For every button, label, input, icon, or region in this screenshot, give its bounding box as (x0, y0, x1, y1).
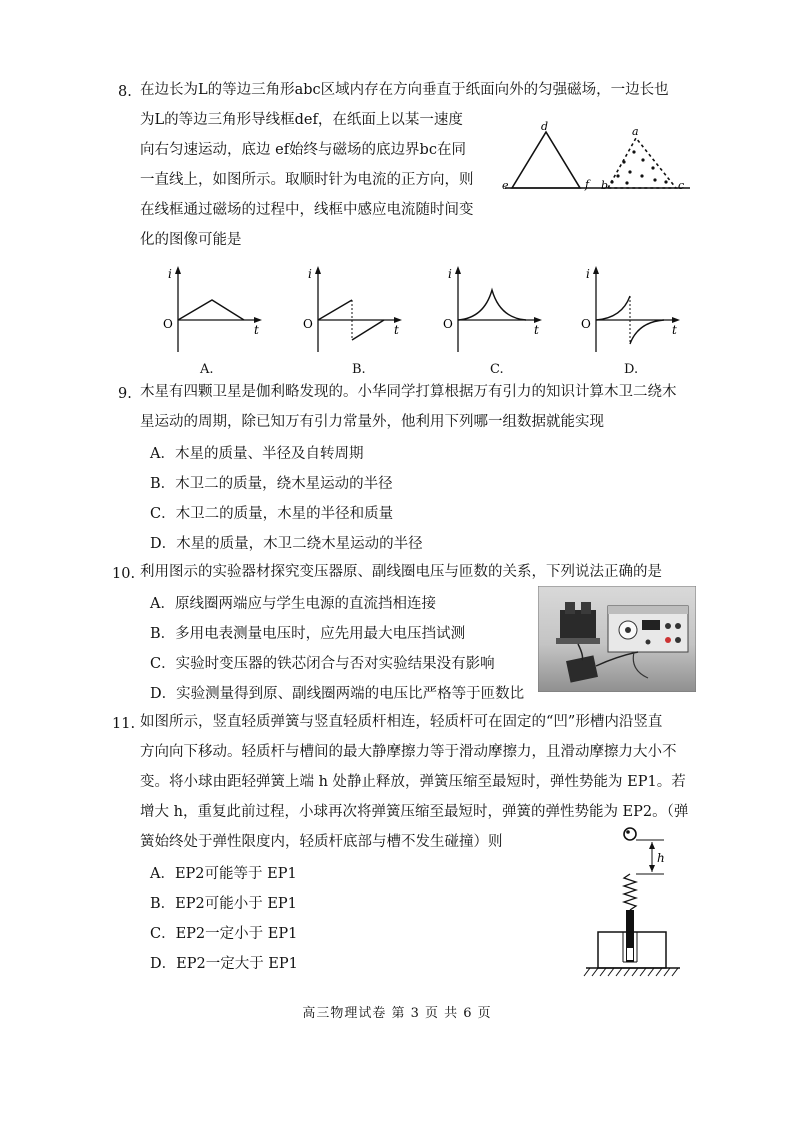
q10-option-a: A．原线圈两端应与学生电源的直流挡相连接 (150, 596, 436, 612)
q10-option-c: C．实验时变压器的铁芯闭合与否对实验结果没有影响 (150, 656, 495, 672)
q8-line-4: 一直线上，如图所示。取顺时针为电流的正方向，则 (140, 172, 474, 188)
q9-option-d: D．木星的质量，木卫二绕木星运动的半径 (150, 536, 423, 552)
q9-option-a: A．木星的质量、半径及自转周期 (150, 446, 364, 462)
q8-line-5: 在线框通过磁场的过程中，线框中感应电流随时间变 (140, 202, 474, 218)
svg-text:t: t (254, 323, 259, 337)
svg-text:t: t (394, 323, 399, 337)
svg-text:O: O (303, 317, 313, 331)
q11-line-4: 增大 h，重复此前过程，小球再次将弹簧压缩至最短时，弹簧的弹性势能为 EP2。（弹 (140, 804, 689, 820)
svg-text:t: t (672, 323, 677, 337)
q10-number: 10. (112, 566, 136, 582)
q8-line-6: 化的图像可能是 (140, 232, 242, 248)
q10-line-1: 利用图示的实验器材探究变压器原、副线圈电压与匝数的关系，下列说法正确的是 (140, 564, 662, 580)
label-c: c (678, 179, 685, 192)
label-e: e (502, 179, 509, 192)
graph-d-label: D. (624, 362, 639, 377)
graph-d (578, 262, 688, 358)
q9-option-c: C．木卫二的质量，木星的半径和质量 (150, 506, 394, 522)
graph-a (160, 262, 270, 358)
q11-line-2: 方向向下移动。轻质杆与槽间的最大静摩擦力等于滑动摩擦力，且滑动摩擦力大小不 (140, 744, 677, 760)
q9-number: 9. (118, 386, 132, 402)
q11-line-1: 如图所示，竖直轻质弹簧与竖直轻质杆相连，轻质杆可在固定的“凹”形槽内沿竖直 (140, 714, 663, 730)
q11-option-b: B．EP2可能小于 EP1 (150, 896, 297, 912)
q8-line-2: 为L的等边三角形导线框def，在纸面上以某一速度 (140, 112, 463, 128)
graph-b-label: B. (352, 362, 366, 377)
svg-text:i: i (448, 267, 452, 281)
svg-text:O: O (443, 317, 453, 331)
graph-c (440, 262, 550, 358)
q11-option-a: A．EP2可能等于 EP1 (150, 866, 297, 882)
svg-text:i: i (168, 267, 172, 281)
q11-option-c: C．EP2一定小于 EP1 (150, 926, 298, 942)
q11-line-3: 变。将小球由距轻弹簧上端 h 处静止释放，弹簧压缩至最短时，弹性势能为 EP1。若 (140, 774, 686, 790)
q11-option-d: D．EP2一定大于 EP1 (150, 956, 298, 972)
q8-number: 8. (118, 84, 132, 100)
q10-option-d: D．实验测量得到原、副线圈两端的电压比严格等于匝数比 (150, 686, 525, 702)
graph-b (300, 262, 410, 358)
q10-option-b: B．多用电表测量电压时，应先用最大电压挡试测 (150, 626, 466, 642)
q10-apparatus-photo (538, 586, 696, 692)
label-a: a (632, 125, 639, 138)
label-d: d (541, 120, 549, 133)
q11-line-5: 簧始终处于弹性限度内，轻质杆底部与槽不发生碰撞）则 (140, 834, 503, 850)
q9-line-2: 星运动的周期，除已知万有引力常量外，他利用下列哪一组数据就能实现 (140, 414, 604, 430)
q8-line-1: 在边长为L的等边三角形abc区域内存在方向垂直于纸面向外的匀强磁场，一边长也 (140, 82, 669, 98)
svg-text:O: O (163, 317, 173, 331)
q8-line-3: 向右匀速运动，底边 ef始终与磁场的底边界bc在同 (140, 142, 466, 158)
q9-option-b: B．木卫二的质量，绕木星运动的半径 (150, 476, 393, 492)
q11-number: 11. (112, 716, 136, 732)
svg-text:t: t (534, 323, 539, 337)
q9-line-1: 木星有四颗卫星是伽利略发现的。小华同学打算根据万有引力的知识计算木卫二绕木 (140, 384, 677, 400)
q11-spring-figure (580, 820, 700, 988)
label-h: h (657, 851, 665, 865)
svg-text:i: i (308, 267, 312, 281)
graph-a-label: A. (200, 362, 214, 377)
graph-c-label: C. (490, 362, 504, 377)
svg-text:O: O (581, 317, 591, 331)
svg-text:i: i (586, 267, 590, 281)
q8-triangle-figure (500, 120, 700, 200)
label-b: b (601, 179, 609, 192)
label-f: f (585, 178, 590, 191)
page-footer: 高三物理试卷 第 3 页 共 6 页 (302, 1006, 492, 1021)
